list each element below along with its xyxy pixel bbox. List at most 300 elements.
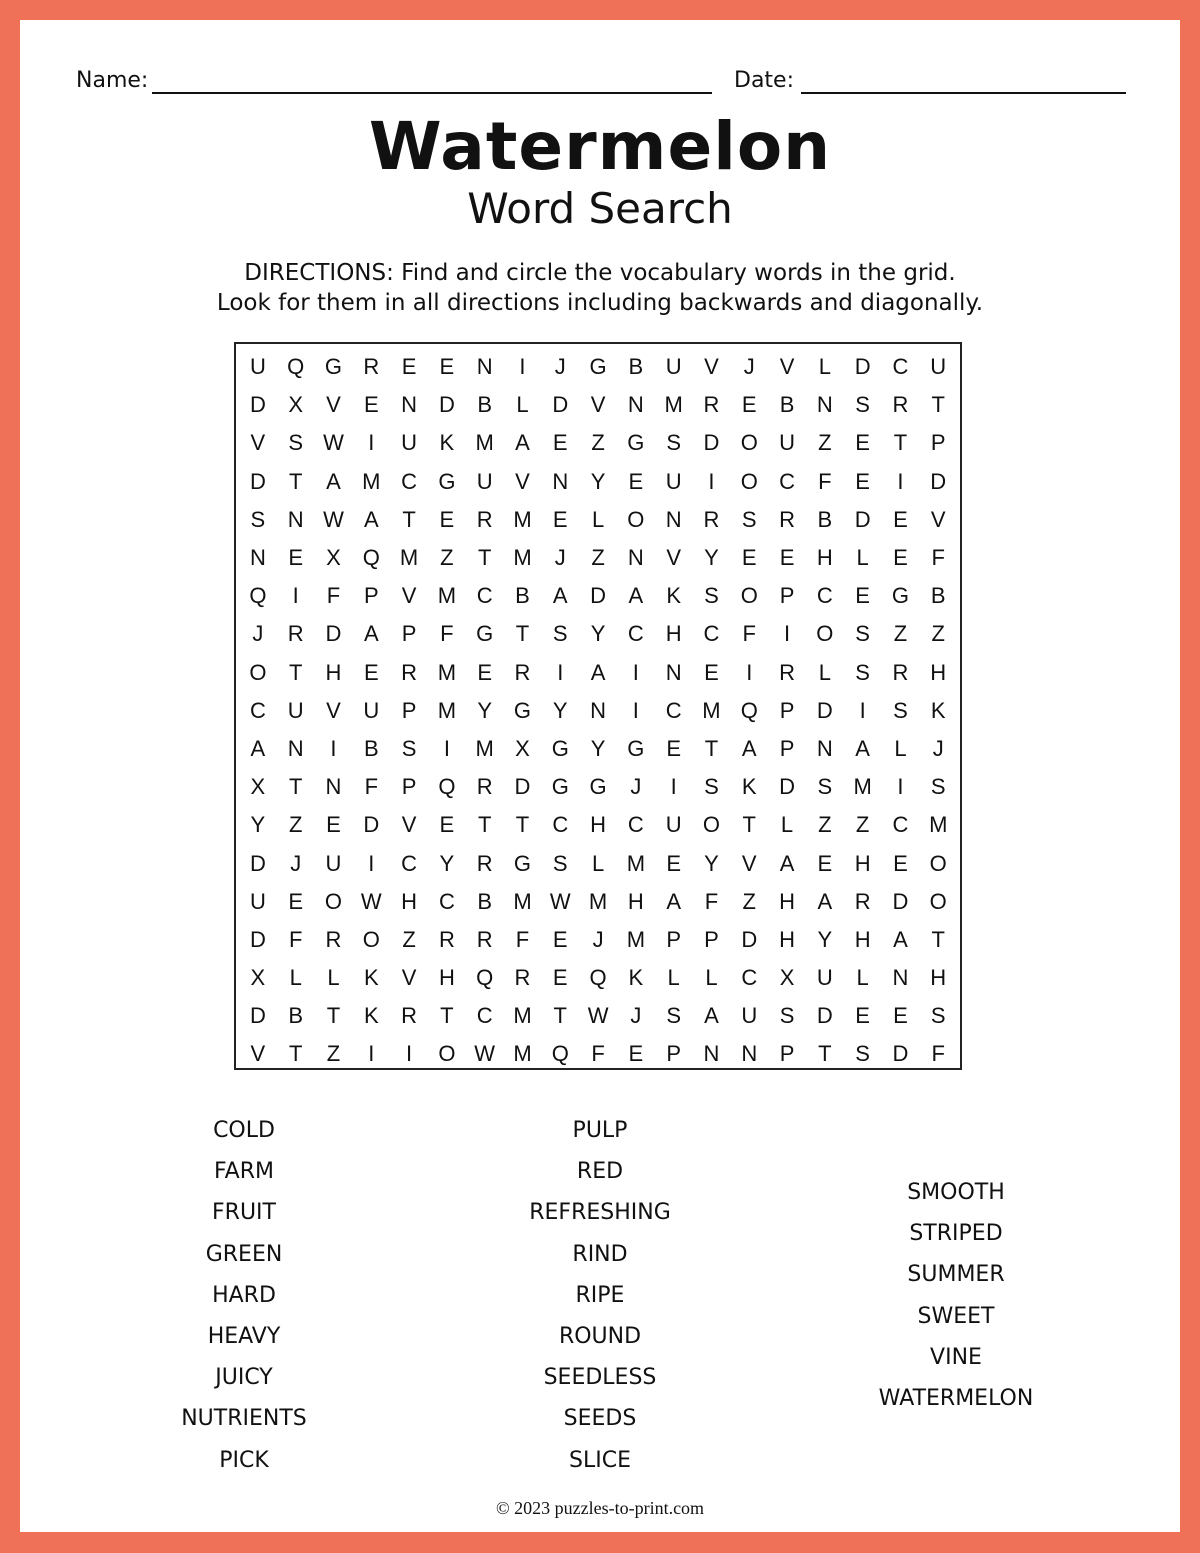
grid-letter[interactable]: D <box>325 621 342 647</box>
grid-letter[interactable]: F <box>288 926 303 952</box>
grid-letter[interactable]: B <box>363 735 379 761</box>
grid-letter[interactable]: E <box>552 965 568 991</box>
letter-grid[interactable] <box>234 342 962 1070</box>
grid-letter[interactable]: Z <box>893 621 908 647</box>
grid-letter[interactable]: L <box>818 659 831 685</box>
grid-letter[interactable]: Y <box>439 850 455 876</box>
grid-letter[interactable]: D <box>552 392 569 418</box>
grid-letter[interactable]: Z <box>742 888 756 914</box>
grid-letter[interactable]: K <box>666 583 681 609</box>
grid-letter[interactable]: I <box>368 1041 375 1067</box>
grid-letter[interactable]: A <box>363 621 379 647</box>
grid-letter[interactable]: E <box>741 392 757 418</box>
grid-letter[interactable]: E <box>893 1003 908 1029</box>
grid-letter[interactable]: D <box>854 506 871 532</box>
grid-letter[interactable]: J <box>592 926 604 952</box>
grid-letter[interactable]: Z <box>591 430 605 456</box>
grid-letter[interactable]: R <box>892 392 909 418</box>
grid-letter[interactable]: T <box>477 545 492 571</box>
grid-letter[interactable]: C <box>476 583 493 609</box>
grid-letter[interactable]: E <box>666 735 681 761</box>
grid-letter[interactable]: O <box>929 850 947 876</box>
grid-letter[interactable]: I <box>368 850 375 876</box>
grid-letter[interactable]: B <box>930 583 946 609</box>
grid-letter[interactable]: Q <box>589 965 607 991</box>
grid-letter[interactable]: E <box>817 850 833 876</box>
grid-letter[interactable]: C <box>249 697 266 723</box>
grid-letter[interactable]: G <box>589 774 607 800</box>
grid-letter[interactable]: N <box>287 735 304 761</box>
grid-letter[interactable]: Q <box>551 1041 569 1067</box>
grid-letter[interactable]: T <box>931 926 945 952</box>
grid-letter[interactable]: M <box>437 659 457 685</box>
grid-letter[interactable]: N <box>590 697 607 723</box>
name-field[interactable] <box>152 92 712 94</box>
grid-letter[interactable]: K <box>741 774 757 800</box>
grid-letter[interactable]: E <box>363 392 379 418</box>
grid-letter[interactable]: E <box>363 659 379 685</box>
grid-letter[interactable]: E <box>855 583 870 609</box>
grid-letter[interactable]: F <box>742 621 756 647</box>
grid-letter[interactable]: T <box>931 392 945 418</box>
grid-letter[interactable]: U <box>665 812 682 838</box>
grid-letter[interactable]: M <box>588 888 608 914</box>
grid-letter[interactable]: T <box>288 659 303 685</box>
grid-letter[interactable]: U <box>249 354 266 380</box>
grid-letter[interactable]: L <box>667 965 680 991</box>
grid-letter[interactable]: D <box>249 392 266 418</box>
grid-letter[interactable]: E <box>893 850 908 876</box>
grid-letter[interactable]: G <box>324 354 343 380</box>
grid-letter[interactable]: O <box>324 888 343 914</box>
grid-letter[interactable]: Y <box>552 697 568 723</box>
grid-letter[interactable]: I <box>708 468 715 494</box>
grid-letter[interactable]: Q <box>249 583 267 609</box>
grid-letter[interactable]: R <box>401 1003 418 1029</box>
grid-letter[interactable]: B <box>817 506 833 532</box>
grid-letter[interactable]: S <box>288 430 304 456</box>
grid-letter[interactable]: T <box>288 1041 303 1067</box>
grid-letter[interactable]: E <box>855 1003 870 1029</box>
grid-letter[interactable]: T <box>742 812 756 838</box>
grid-letter[interactable]: R <box>325 926 342 952</box>
grid-letter[interactable]: H <box>438 965 455 991</box>
grid-letter[interactable]: E <box>741 545 757 571</box>
grid-letter[interactable]: C <box>401 850 418 876</box>
grid-letter[interactable]: E <box>893 506 908 532</box>
grid-letter[interactable]: M <box>513 1041 532 1067</box>
grid-letter[interactable]: D <box>816 697 833 723</box>
grid-letter[interactable]: N <box>325 774 342 800</box>
grid-letter[interactable]: W <box>587 1003 609 1029</box>
grid-letter[interactable]: D <box>892 888 909 914</box>
grid-letter[interactable]: B <box>288 1003 304 1029</box>
grid-letter[interactable]: Y <box>477 697 493 723</box>
grid-letter[interactable]: J <box>630 1003 642 1029</box>
grid-letter[interactable]: J <box>290 850 302 876</box>
grid-letter[interactable]: S <box>855 1041 870 1067</box>
grid-letter[interactable]: Y <box>704 545 719 571</box>
grid-letter[interactable]: T <box>440 1003 454 1029</box>
grid-letter[interactable]: H <box>590 812 607 838</box>
grid-letter[interactable]: L <box>591 506 605 532</box>
grid-letter[interactable]: K <box>439 430 455 456</box>
grid-letter[interactable]: Z <box>288 812 303 838</box>
grid-letter[interactable]: C <box>627 621 644 647</box>
grid-letter[interactable]: A <box>817 888 833 914</box>
grid-letter[interactable]: M <box>664 392 683 418</box>
grid-letter[interactable]: E <box>779 545 795 571</box>
grid-letter[interactable]: W <box>360 888 382 914</box>
grid-letter[interactable]: X <box>288 392 304 418</box>
grid-letter[interactable]: G <box>438 468 456 494</box>
grid-letter[interactable]: O <box>362 926 380 952</box>
grid-letter[interactable]: S <box>893 697 908 723</box>
grid-letter[interactable]: E <box>666 850 681 876</box>
grid-letter[interactable]: A <box>628 583 644 609</box>
grid-letter[interactable]: S <box>704 583 719 609</box>
grid-letter[interactable]: G <box>891 583 909 609</box>
grid-letter[interactable]: A <box>704 1003 719 1029</box>
grid-letter[interactable]: V <box>741 850 757 876</box>
grid-letter[interactable]: U <box>249 888 266 914</box>
grid-letter[interactable]: I <box>897 468 904 494</box>
grid-letter[interactable]: L <box>894 735 907 761</box>
grid-letter[interactable]: I <box>670 774 677 800</box>
grid-letter[interactable]: Y <box>250 812 266 838</box>
grid-letter[interactable]: E <box>893 545 908 571</box>
grid-letter[interactable]: E <box>552 926 568 952</box>
grid-letter[interactable]: K <box>363 965 379 991</box>
grid-letter[interactable]: O <box>740 583 758 609</box>
grid-letter[interactable]: X <box>250 965 266 991</box>
grid-letter[interactable]: O <box>627 506 645 532</box>
grid-letter[interactable]: G <box>551 735 569 761</box>
grid-letter[interactable]: O <box>929 888 947 914</box>
grid-letter[interactable]: Y <box>590 621 606 647</box>
grid-letter[interactable]: H <box>930 659 947 685</box>
grid-letter[interactable]: P <box>779 583 795 609</box>
grid-letter[interactable]: X <box>326 545 341 571</box>
grid-letter[interactable]: T <box>515 621 530 647</box>
grid-letter[interactable]: C <box>438 888 455 914</box>
grid-letter[interactable]: Y <box>704 850 719 876</box>
grid-letter[interactable]: H <box>816 545 833 571</box>
grid-letter[interactable]: L <box>856 965 869 991</box>
grid-letter[interactable]: R <box>514 965 531 991</box>
grid-letter[interactable]: V <box>779 354 795 380</box>
grid-letter[interactable]: F <box>326 583 341 609</box>
grid-letter[interactable]: N <box>703 1041 720 1067</box>
grid-letter[interactable]: E <box>477 659 493 685</box>
grid-letter[interactable]: P <box>401 774 417 800</box>
grid-letter[interactable]: D <box>438 392 455 418</box>
grid-letter[interactable]: Z <box>855 812 870 838</box>
grid-letter[interactable]: E <box>401 354 417 380</box>
grid-letter[interactable]: A <box>666 888 681 914</box>
grid-letter[interactable]: O <box>816 621 834 647</box>
grid-letter[interactable]: I <box>443 735 450 761</box>
grid-letter[interactable]: U <box>363 697 380 723</box>
grid-letter[interactable]: E <box>439 506 455 532</box>
grid-letter[interactable]: R <box>703 506 720 532</box>
grid-letter[interactable]: A <box>326 468 341 494</box>
grid-letter[interactable]: B <box>779 392 795 418</box>
grid-letter[interactable]: P <box>666 1041 681 1067</box>
grid-letter[interactable]: H <box>401 888 418 914</box>
grid-letter[interactable]: U <box>287 697 304 723</box>
grid-letter[interactable]: T <box>477 812 492 838</box>
grid-letter[interactable]: T <box>553 1003 567 1029</box>
grid-letter[interactable]: G <box>513 697 532 723</box>
grid-letter[interactable]: M <box>853 774 872 800</box>
grid-letter[interactable]: F <box>818 468 832 494</box>
grid-letter[interactable]: I <box>897 774 904 800</box>
grid-letter[interactable]: A <box>250 735 266 761</box>
grid-letter[interactable]: I <box>292 583 299 609</box>
grid-letter[interactable]: R <box>401 659 418 685</box>
grid-letter[interactable]: M <box>475 735 494 761</box>
grid-letter[interactable]: F <box>515 926 530 952</box>
grid-letter[interactable]: J <box>743 354 755 380</box>
grid-letter[interactable]: L <box>856 545 869 571</box>
grid-letter[interactable]: U <box>779 430 795 456</box>
grid-letter[interactable]: M <box>513 506 532 532</box>
grid-letter[interactable]: M <box>437 697 457 723</box>
grid-letter[interactable]: N <box>816 392 833 418</box>
grid-letter[interactable]: R <box>476 774 493 800</box>
grid-letter[interactable]: U <box>476 468 493 494</box>
grid-letter[interactable]: S <box>401 735 417 761</box>
grid-letter[interactable]: V <box>401 812 417 838</box>
grid-letter[interactable]: R <box>363 354 380 380</box>
grid-letter[interactable]: P <box>779 1041 795 1067</box>
grid-letter[interactable]: S <box>704 774 719 800</box>
grid-letter[interactable]: I <box>783 621 791 647</box>
grid-letter[interactable]: D <box>590 583 607 609</box>
grid-letter[interactable]: H <box>854 926 871 952</box>
grid-letter[interactable]: C <box>703 621 720 647</box>
grid-letter[interactable]: U <box>665 468 682 494</box>
grid-letter[interactable]: G <box>513 850 532 876</box>
grid-letter[interactable]: M <box>475 430 494 456</box>
grid-letter[interactable]: H <box>627 888 644 914</box>
grid-letter[interactable]: D <box>249 1003 266 1029</box>
grid-letter[interactable]: S <box>552 621 568 647</box>
grid-letter[interactable]: W <box>474 1041 496 1067</box>
grid-letter[interactable]: S <box>855 392 870 418</box>
grid-letter[interactable]: P <box>930 430 946 456</box>
grid-letter[interactable]: Y <box>817 926 833 952</box>
grid-letter[interactable]: F <box>591 1041 605 1067</box>
grid-letter[interactable]: Z <box>818 430 832 456</box>
grid-letter[interactable]: V <box>666 545 681 571</box>
grid-letter[interactable]: O <box>702 812 721 838</box>
grid-letter[interactable]: A <box>363 506 379 532</box>
grid-letter[interactable]: R <box>476 506 493 532</box>
grid-letter[interactable]: N <box>552 468 569 494</box>
grid-letter[interactable]: E <box>288 888 304 914</box>
grid-letter[interactable]: M <box>399 545 419 571</box>
grid-letter[interactable]: I <box>406 1041 413 1067</box>
grid-letter[interactable]: O <box>740 468 758 494</box>
grid-letter[interactable]: X <box>779 965 795 991</box>
grid-letter[interactable]: P <box>666 926 681 952</box>
grid-letter[interactable]: C <box>741 965 758 991</box>
grid-letter[interactable]: A <box>893 926 908 952</box>
grid-letter[interactable]: X <box>515 735 530 761</box>
grid-letter[interactable]: C <box>892 812 909 838</box>
grid-letter[interactable]: S <box>855 659 870 685</box>
grid-letter[interactable]: K <box>930 697 946 723</box>
grid-letter[interactable]: C <box>401 468 418 494</box>
grid-letter[interactable]: V <box>590 392 606 418</box>
grid-letter[interactable]: J <box>630 774 642 800</box>
grid-letter[interactable]: E <box>552 506 568 532</box>
grid-letter[interactable]: A <box>779 850 795 876</box>
grid-letter[interactable]: A <box>552 583 568 609</box>
grid-letter[interactable]: M <box>929 812 948 838</box>
grid-letter[interactable]: W <box>323 430 344 456</box>
grid-letter[interactable]: F <box>704 888 719 914</box>
grid-letter[interactable]: I <box>368 430 375 456</box>
grid-letter[interactable]: R <box>892 659 909 685</box>
grid-letter[interactable]: D <box>514 774 531 800</box>
grid-letter[interactable]: Q <box>740 697 758 723</box>
grid-letter[interactable]: M <box>702 697 721 723</box>
grid-letter[interactable]: Z <box>326 1041 341 1067</box>
grid-letter[interactable]: N <box>249 545 266 571</box>
grid-letter[interactable]: S <box>666 430 681 456</box>
grid-letter[interactable]: E <box>439 812 455 838</box>
grid-letter[interactable]: N <box>665 659 682 685</box>
grid-letter[interactable]: S <box>817 774 833 800</box>
grid-letter[interactable]: J <box>554 545 566 571</box>
grid-letter[interactable]: P <box>704 926 719 952</box>
grid-letter[interactable]: N <box>816 735 833 761</box>
grid-letter[interactable]: E <box>552 430 568 456</box>
grid-letter[interactable]: R <box>287 621 304 647</box>
grid-letter[interactable]: V <box>401 965 417 991</box>
grid-letter[interactable]: G <box>551 774 569 800</box>
grid-letter[interactable]: T <box>893 430 908 456</box>
grid-letter[interactable]: X <box>250 774 266 800</box>
grid-letter[interactable]: L <box>289 965 302 991</box>
grid-letter[interactable]: N <box>627 545 644 571</box>
grid-letter[interactable]: U <box>816 965 833 991</box>
grid-letter[interactable]: M <box>513 545 532 571</box>
grid-letter[interactable]: Z <box>402 926 416 952</box>
grid-letter[interactable]: P <box>779 735 795 761</box>
grid-letter[interactable]: O <box>438 1041 456 1067</box>
grid-letter[interactable]: T <box>818 1041 832 1067</box>
grid-letter[interactable]: S <box>930 774 946 800</box>
grid-letter[interactable]: T <box>288 774 303 800</box>
grid-letter[interactable]: V <box>326 697 341 723</box>
grid-letter[interactable]: D <box>930 468 947 494</box>
grid-letter[interactable]: L <box>516 392 529 418</box>
grid-letter[interactable]: S <box>250 506 266 532</box>
grid-letter[interactable]: D <box>703 430 720 456</box>
grid-letter[interactable]: O <box>740 430 758 456</box>
grid-letter[interactable]: S <box>855 621 870 647</box>
grid-letter[interactable]: I <box>632 697 639 723</box>
grid-letter[interactable]: E <box>628 1041 644 1067</box>
grid-letter[interactable]: R <box>854 888 871 914</box>
grid-letter[interactable]: A <box>515 430 530 456</box>
grid-letter[interactable]: G <box>627 430 645 456</box>
grid-letter[interactable]: B <box>477 392 493 418</box>
grid-letter[interactable]: U <box>325 850 342 876</box>
grid-letter[interactable]: D <box>816 1003 833 1029</box>
grid-letter[interactable]: A <box>855 735 870 761</box>
grid-letter[interactable]: N <box>627 392 644 418</box>
grid-letter[interactable]: V <box>515 468 530 494</box>
grid-letter[interactable]: H <box>325 659 342 685</box>
grid-letter[interactable]: V <box>326 392 341 418</box>
grid-letter[interactable]: U <box>401 430 418 456</box>
grid-letter[interactable]: U <box>741 1003 758 1029</box>
grid-letter[interactable]: D <box>249 468 266 494</box>
grid-letter[interactable]: Q <box>287 354 305 380</box>
grid-letter[interactable]: F <box>931 1041 945 1067</box>
grid-letter[interactable]: P <box>363 583 379 609</box>
grid-letter[interactable]: L <box>705 965 718 991</box>
grid-letter[interactable]: N <box>476 354 493 380</box>
grid-letter[interactable]: B <box>515 583 530 609</box>
grid-letter[interactable]: I <box>632 659 639 685</box>
grid-letter[interactable]: M <box>513 1003 532 1029</box>
grid-letter[interactable]: V <box>401 583 417 609</box>
grid-letter[interactable]: I <box>519 354 526 380</box>
grid-letter[interactable]: F <box>440 621 454 647</box>
grid-letter[interactable]: B <box>477 888 493 914</box>
grid-letter[interactable]: Z <box>440 545 454 571</box>
grid-letter[interactable]: Q <box>438 774 456 800</box>
grid-letter[interactable]: E <box>855 468 870 494</box>
grid-letter[interactable]: V <box>250 1041 266 1067</box>
grid-letter[interactable]: M <box>362 468 381 494</box>
grid-letter[interactable]: Z <box>818 812 832 838</box>
grid-letter[interactable]: C <box>476 1003 493 1029</box>
grid-letter[interactable]: E <box>628 468 644 494</box>
grid-letter[interactable]: I <box>557 659 564 685</box>
grid-letter[interactable]: H <box>930 965 947 991</box>
grid-letter[interactable]: G <box>476 621 494 647</box>
grid-letter[interactable]: Y <box>590 468 606 494</box>
grid-letter[interactable]: D <box>854 354 871 380</box>
grid-letter[interactable]: L <box>780 812 794 838</box>
grid-letter[interactable]: S <box>666 1003 681 1029</box>
grid-letter[interactable]: R <box>514 659 531 685</box>
grid-letter[interactable]: N <box>401 392 418 418</box>
grid-letter[interactable]: T <box>402 506 416 532</box>
grid-letter[interactable]: D <box>363 812 380 838</box>
grid-letter[interactable]: R <box>779 506 795 532</box>
grid-letter[interactable]: U <box>665 354 682 380</box>
grid-letter[interactable]: N <box>287 506 304 532</box>
grid-letter[interactable]: W <box>549 888 571 914</box>
grid-letter[interactable]: V <box>704 354 719 380</box>
grid-letter[interactable]: L <box>591 850 605 876</box>
date-field[interactable] <box>801 92 1126 94</box>
grid-letter[interactable]: T <box>515 812 530 838</box>
grid-letter[interactable]: A <box>741 735 757 761</box>
grid-letter[interactable]: M <box>626 850 646 876</box>
grid-letter[interactable]: Y <box>590 735 606 761</box>
grid-letter[interactable]: N <box>892 965 909 991</box>
grid-letter[interactable]: I <box>859 697 866 723</box>
